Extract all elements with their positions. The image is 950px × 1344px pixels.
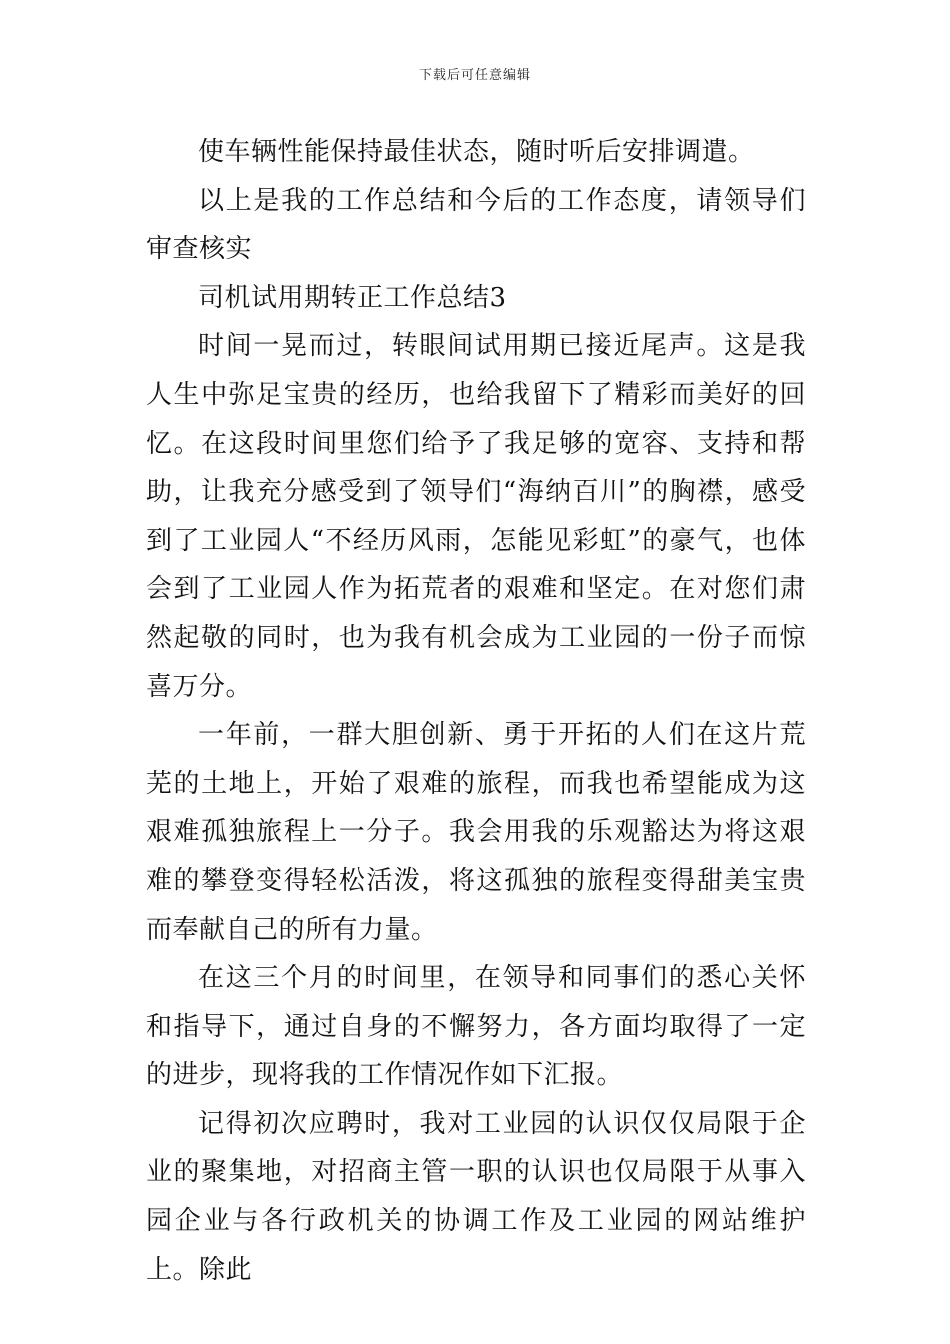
paragraph-vehicle-maintenance: 使车辆性能保持最佳状态，随时听后安排调遣。 <box>198 137 755 167</box>
paragraph-three-months: 在这三个月的时间里，在领导和同事们的悉心关怀和指导下，通过自身的不懈努力，各方面均取得了一定的进步，现将我的工作情况作如下汇报。 <box>146 963 806 1091</box>
paragraph-pioneers: 一年前，一群大胆创新、勇于开拓的人们在这片荒芜的土地上，开始了艰难的旅程，而我也希望能成为这艰难孤独旅程上一分子。我会用我的乐观豁达为将这艰难的攀登变得轻松活泼，将这孤独的旅程变得甜美宝贵而奉献自己的所有力量。 <box>146 720 806 945</box>
page-header: 下载后可任意编辑 <box>418 68 531 83</box>
paragraph-first-impression: 记得初次应聘时，我对工业园的认识仅仅局限于企业的聚集地，对招商主管一职的认识也仅局限于从事入园企业与各行政机关的协调工作及工业园的网站维护上。除此 <box>146 1108 806 1285</box>
document-body <box>146 128 806 1294</box>
paragraph-summary-closing: 以上是我的工作总结和今后的工作态度，请领导们审查核实 <box>146 185 806 265</box>
section-title: 司机试用期转正工作总结3 <box>198 282 507 313</box>
paragraph-probation-intro: 时间一晃而过，转眼间试用期已接近尾声。这是我人生中弥足宝贵的经历，也给我留下了精彩而美好的回忆。在这段时间里您们给予了我足够的宽容、支持和帮助，让我充分感受到了领导们“海纳百川”的胸襟，感受到了工业园人“不经历风雨，怎能见彩虹”的豪气，也体会到了工业园人作为拓荒者的艰难和坚定。在对您们肃然起敬的同时，也为我有机会成为工业园的一份子而惊喜万分。 <box>146 331 806 702</box>
